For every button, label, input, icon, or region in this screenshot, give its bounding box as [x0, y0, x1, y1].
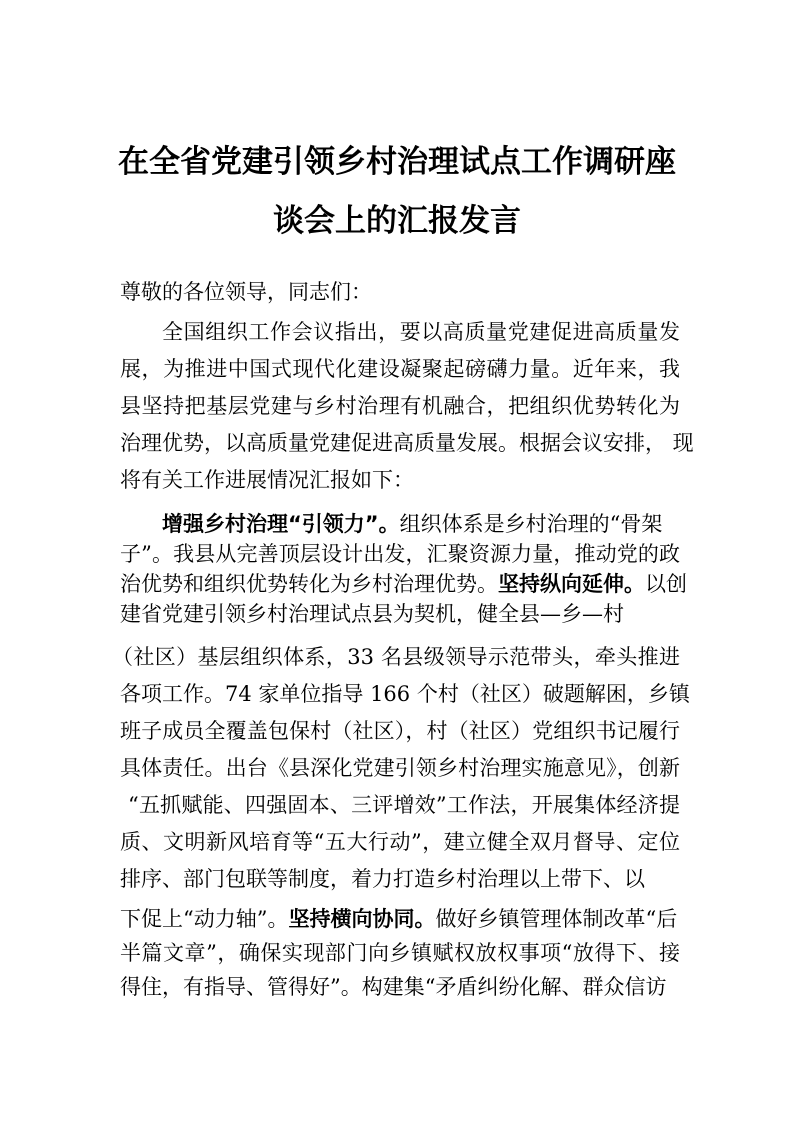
intro-line: 将有关工作进展情况汇报如下： — [120, 468, 414, 492]
section-paragraph-line: 子”。我县从完善顶层设计出发，汇聚资源力量，推动党的政 — [120, 542, 680, 566]
section-paragraph-line: 各项工作。74 家单位指导 166 个村（社区）破题解困，乡镇 — [120, 682, 690, 706]
section-text: 组织体系是乡村治理的“骨架 — [399, 512, 663, 536]
section-paragraph-line: 班子成员全覆盖包保村（社区），村（社区）党组织书记履行 — [120, 719, 680, 743]
section-paragraph-line: 排序、部门包联等制度，着力打造乡村治理以上带下、以 — [120, 867, 645, 891]
section-paragraph-line: 质、文明新风培育等“五大行动”，建立健全双月督导、定位 — [120, 830, 680, 854]
section-text: 下促上“动力轴”。 — [120, 907, 289, 931]
section-paragraph-line: （社区）基层组织体系，33 名县级领导示范带头，牵头推进 — [112, 645, 680, 669]
section-paragraph-line — [120, 570, 687, 598]
intro-line: 展，为推进中国式现代化建设凝聚起磅礴力量。近年来，我 — [120, 357, 680, 381]
intro-line: 全国组织工作会议指出，要以高质量党建促进高质量发 — [162, 320, 680, 344]
section-paragraph-line: 建省党建引领乡村治理试点县为契机，健全县—乡—村 — [120, 602, 624, 626]
section-subheading: 坚持横向协同。 — [288, 907, 436, 931]
section-heading: 增强乡村治理“引领力”。 — [162, 512, 400, 536]
section-paragraph-line: 得住，有指导、管得好”。构建集“矛盾纠纷化解、群众信访 — [120, 975, 667, 999]
document-title-line-2: 谈会上的汇报发言 — [273, 203, 521, 239]
document-title-line-1: 在全省党建引领乡村治理试点工作调研座 — [118, 144, 676, 180]
section-paragraph-line: 半篇文章”，确保实现部门向乡镇赋权放权事项“放得下、接 — [120, 941, 680, 965]
section-text: 做好乡镇管理体制改革“后 — [435, 907, 678, 931]
section-text: 以创 — [645, 572, 687, 596]
section-paragraph-line — [162, 510, 680, 538]
section-paragraph-line: “五抓赋能、四强固本、三评增效”工作法，开展集体经济提 — [128, 793, 680, 817]
intro-line: 县坚持把基层党建与乡村治理有机融合，把组织优势转化为 — [120, 394, 680, 418]
section-subheading: 坚持纵向延伸。 — [498, 572, 645, 596]
salutation: 尊敬的各位领导，同志们： — [120, 280, 372, 304]
section-text: 治优势和组织优势转化为乡村治理优势。 — [120, 572, 498, 596]
section-paragraph-line — [120, 905, 680, 933]
intro-line: 治理优势，以高质量党建促进高质量发展。根据会议安排， 现 — [120, 431, 694, 455]
section-paragraph-line: 具体责任。出台《县深化党建引领乡村治理实施意见》，创新 — [120, 756, 680, 780]
